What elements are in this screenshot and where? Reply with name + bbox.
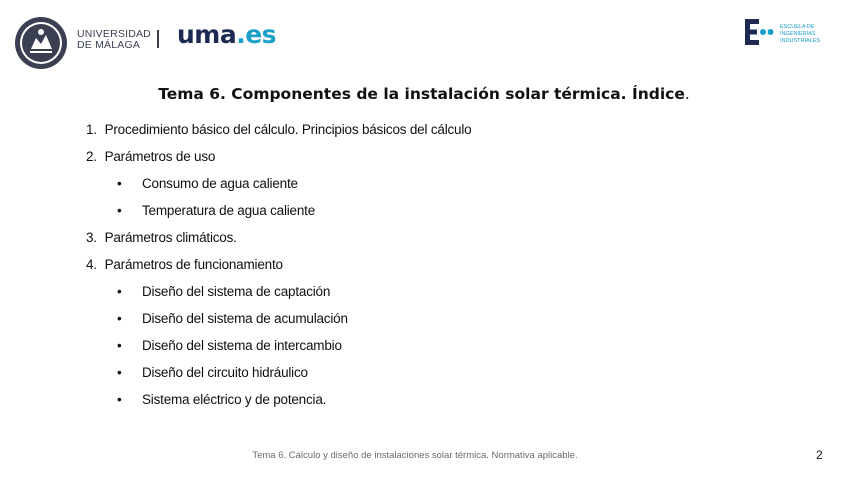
uma-es-logo — [177, 20, 276, 49]
list-item — [86, 255, 786, 282]
sub-list-item — [86, 336, 786, 363]
sub-list-item — [86, 201, 786, 228]
slide-title-period: . — [684, 85, 690, 103]
sub-list-item — [86, 282, 786, 309]
sub-list-item — [86, 390, 786, 417]
item-number: 2. — [86, 149, 97, 164]
eii-school-logo — [743, 17, 825, 49]
slide-footer: Tema 6. Cálculo y diseño de instalaciones solar térmica. Normativa aplicable. — [252, 450, 578, 461]
bullet-icon: • — [117, 311, 122, 326]
sub-list-item — [86, 309, 786, 336]
list-item — [86, 120, 786, 147]
item-text: Diseño del sistema de intercambio — [142, 338, 342, 353]
item-text: Consumo de agua caliente — [142, 176, 298, 191]
list-item — [86, 147, 786, 174]
item-text: Parámetros climáticos. — [104, 230, 237, 245]
list-item — [86, 228, 786, 255]
sub-list-item — [86, 363, 786, 390]
item-number: 4. — [86, 257, 97, 272]
bullet-icon: • — [117, 392, 122, 407]
item-number: 3. — [86, 230, 97, 245]
slide-title — [0, 85, 848, 103]
item-text: Diseño del sistema de acumulación — [142, 311, 348, 326]
item-text: Sistema eléctrico y de potencia. — [142, 392, 327, 407]
uma-es-dot: . — [236, 20, 246, 49]
item-text: Diseño del circuito hidráulico — [142, 365, 308, 380]
uma-seal-logo — [14, 16, 68, 70]
item-text: Diseño del sistema de captación — [142, 284, 331, 299]
bullet-icon: • — [117, 365, 122, 380]
index-list — [86, 120, 786, 417]
item-number: 1. — [86, 122, 97, 137]
university-name-line2: DE MÁLAGA — [77, 39, 141, 51]
bullet-icon: • — [117, 338, 122, 353]
item-text: Parámetros de uso — [104, 149, 216, 164]
page-number: 2 — [816, 448, 823, 462]
header-separator — [157, 30, 159, 48]
slide-title-text: Tema 6. Componentes de la instalación solar térmica. Índice — [158, 85, 685, 103]
svg-text:INGENIERÍAS: INGENIERÍAS — [780, 31, 816, 37]
university-name-line1: UNIVERSIDAD — [77, 28, 151, 40]
university-name — [77, 29, 151, 51]
svg-text:INDUSTRIALES: INDUSTRIALES — [780, 38, 821, 44]
bullet-icon: • — [117, 176, 122, 191]
bullet-icon: • — [117, 203, 122, 218]
uma-es-tld: es — [245, 20, 277, 49]
uma-es-main: uma — [177, 20, 237, 49]
svg-text:ESCUELA DE: ESCUELA DE — [780, 24, 815, 30]
item-text: Procedimiento básico del cálculo. Principios básicos del cálculo — [104, 122, 472, 137]
sub-list-item — [86, 174, 786, 201]
bullet-icon: • — [117, 284, 122, 299]
item-text: Temperatura de agua caliente — [142, 203, 316, 218]
item-text: Parámetros de funcionamiento — [104, 257, 283, 272]
